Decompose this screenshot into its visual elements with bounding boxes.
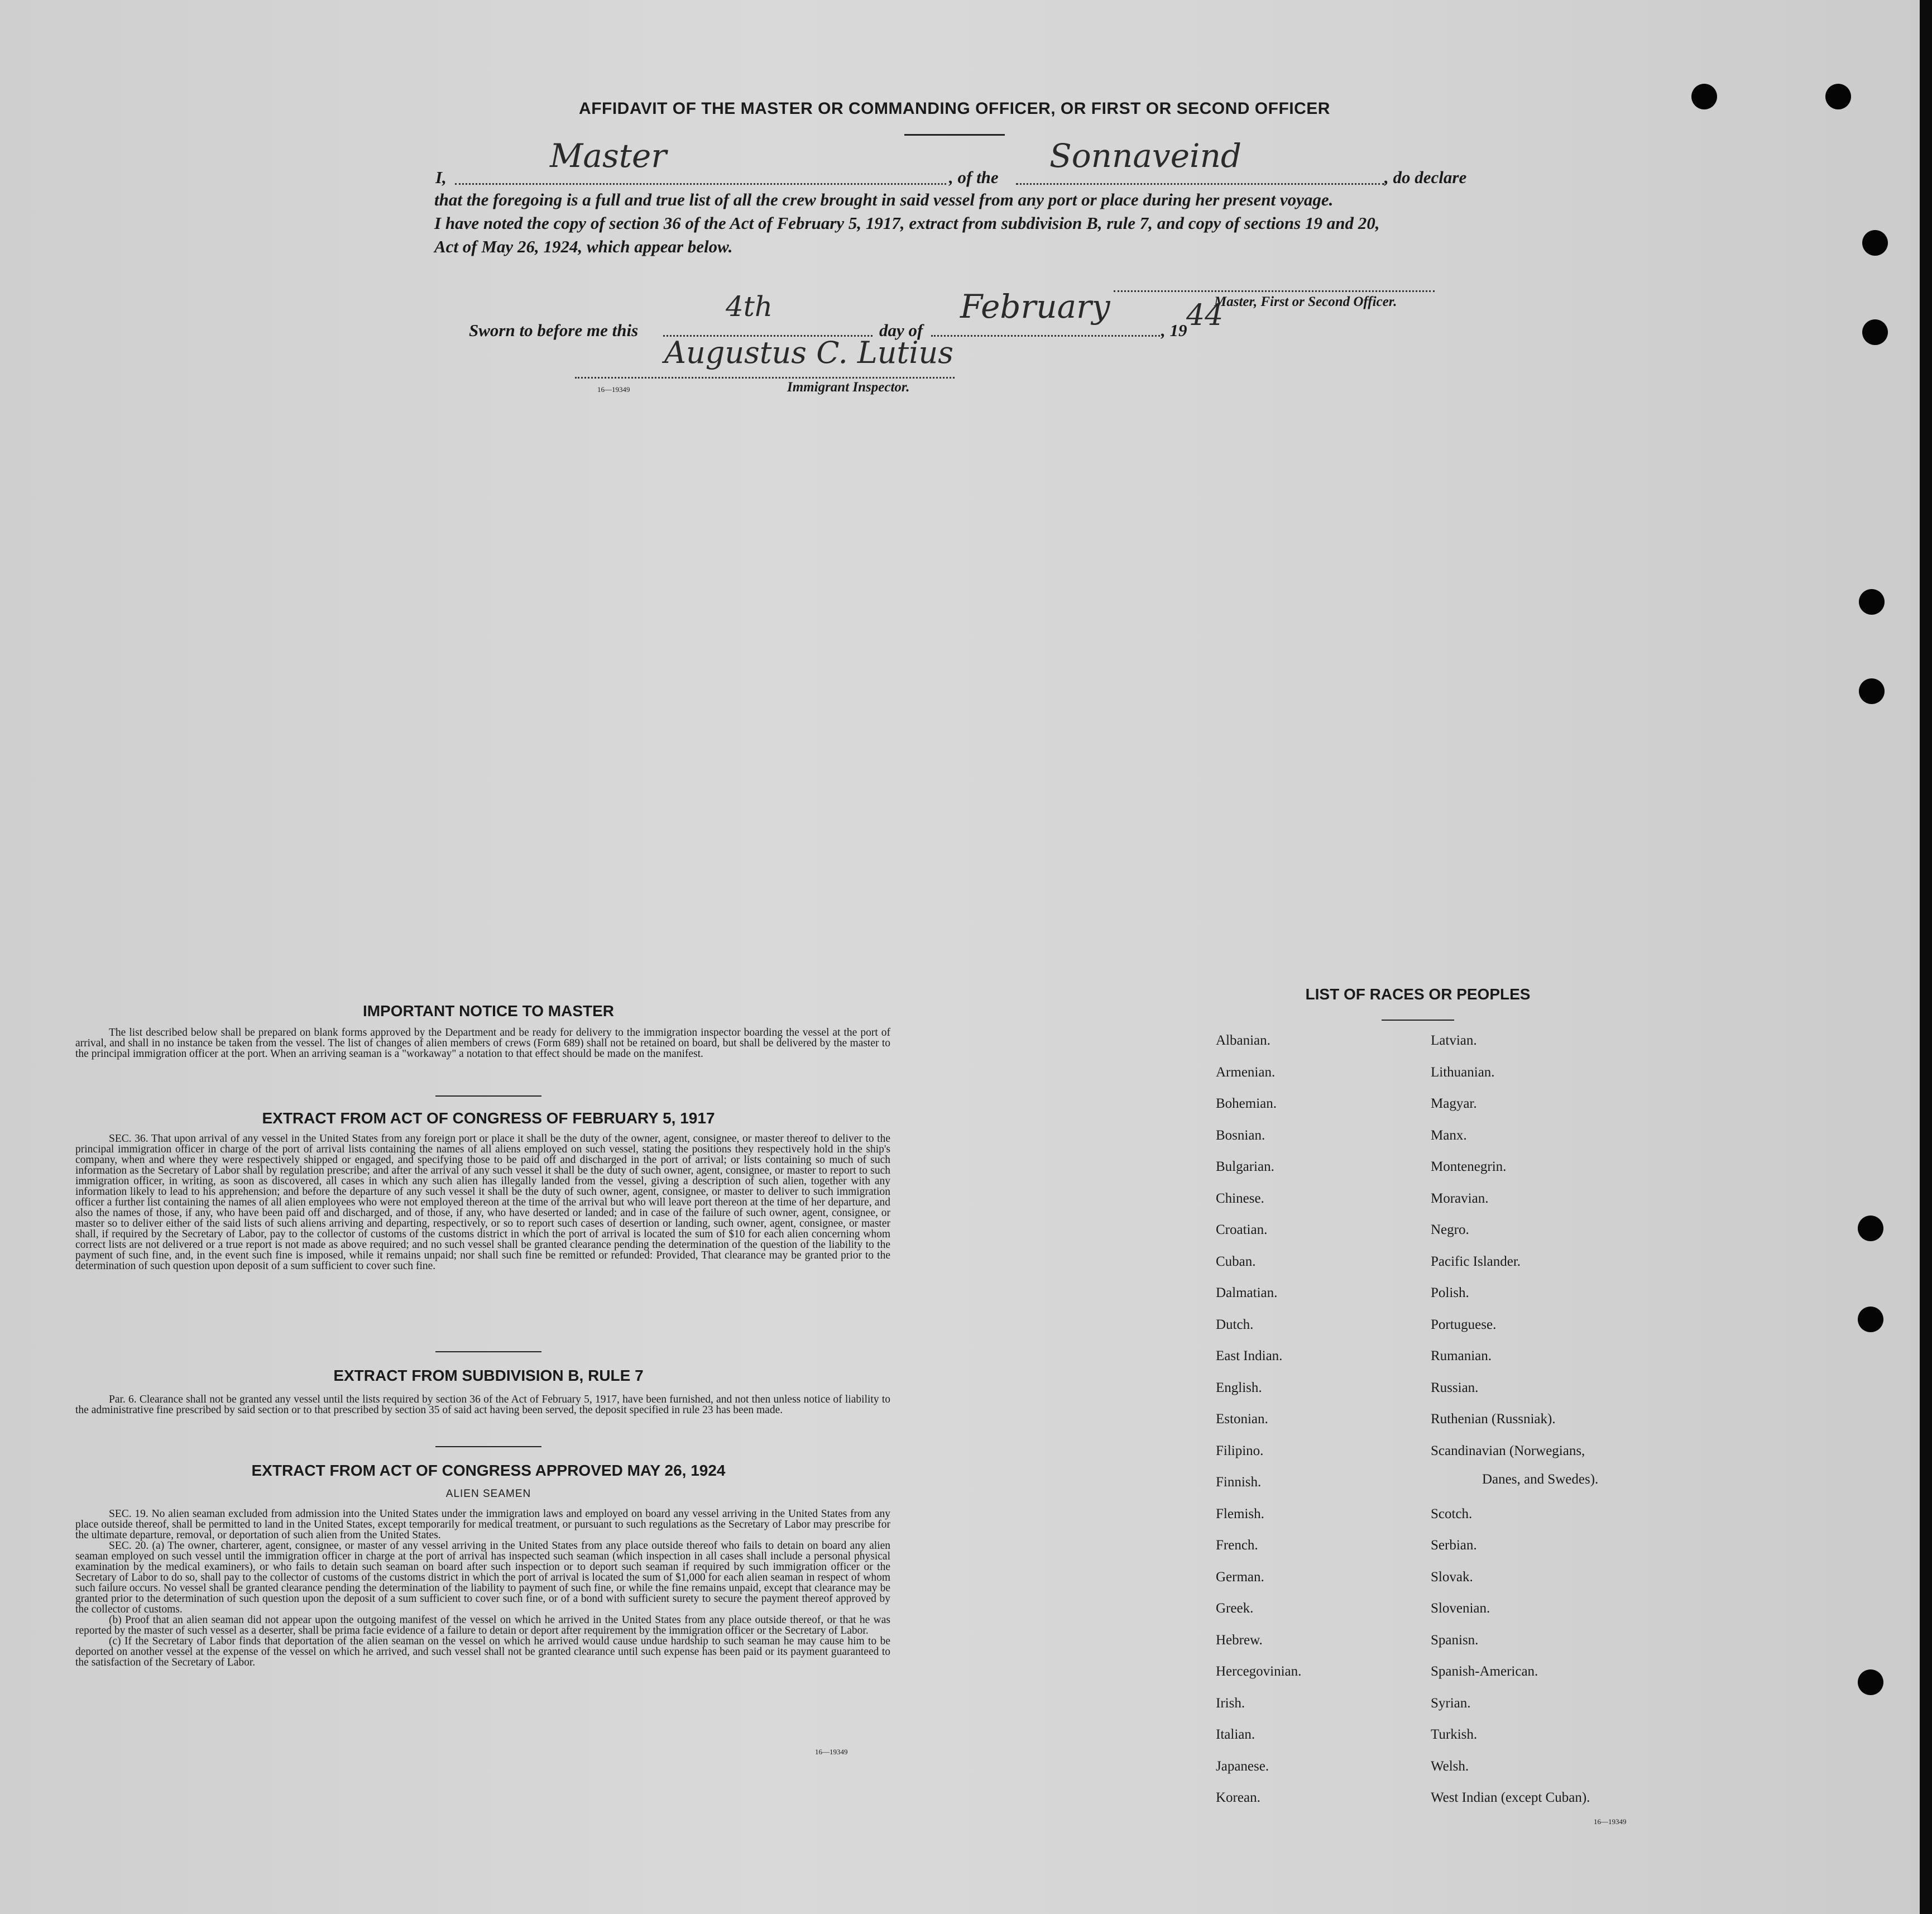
race-item: Japanese. [1216, 1758, 1269, 1774]
notice-text [75, 1027, 890, 1059]
race-item: Slovenian. [1431, 1601, 1490, 1616]
binder-hole [1825, 84, 1851, 109]
section-rule [435, 1351, 541, 1352]
race-item: Scotch. [1431, 1506, 1473, 1521]
race-item: Russian. [1431, 1380, 1479, 1395]
sec20a-paragraph: SEC. 20. (a) The owner, charterer, agent, consignee, or master of any vessel arriving in the United States from any place outside thereof who fails to detain on board any alien seaman employed on such vessel until the immigration officer in charge at the port of arrival has inspected such seaman (which inspection in all cases shall include a personal physical examination by the medical examiners), or who fails to detain such seaman on board after such inspection or to deport such seaman if required by such immigration officer or the Secretary of Labor to do so, shall pay to the collector of customs of the customs district in which the port of arrival is located the sum of $1,000 for each alien seaman in respect of whom such failure occurs. No vessel shall be granted clearance pending the determination of the liability to payment of such fine, or while the fine remains unpaid, except that clearance may be granted prior to the determination of such question upon the deposit of a sum sufficient to cover such fine, or of a bond with sufficient surety to secure the payment thereof approved by the collector of customs. [75, 1540, 890, 1615]
affidavit-body-2: I have noted the copy of section 36 of the Act of February 5, 1917, extract from subdivision B, rule 7, and copy of sections 19 and 20, [434, 213, 1380, 233]
race-item: Bohemian. [1216, 1096, 1277, 1111]
title-rule [904, 134, 1005, 136]
scan-edge [1920, 0, 1932, 1914]
rule7-title: EXTRACT FROM SUBDIVISION B, RULE 7 [333, 1367, 644, 1384]
master-handwritten: Master [550, 137, 667, 175]
race-item: Portuguese. [1431, 1317, 1497, 1332]
race-item: Serbian. [1431, 1538, 1477, 1553]
scandinavian-continuation: Danes, and Swedes). [1482, 1472, 1599, 1487]
sworn-label: Sworn to before me this [469, 320, 639, 340]
race-item: Negro. [1431, 1222, 1469, 1237]
extract-1917-text [75, 1133, 890, 1271]
extract-1917-title: EXTRACT FROM ACT OF CONGRESS OF FEBRUARY 5, 1917 [262, 1109, 715, 1127]
race-item: Croatian. [1216, 1222, 1268, 1237]
form-number: 16—19349 [815, 1748, 848, 1756]
officer-caption: Master, First or Second Officer. [1214, 294, 1397, 309]
affidavit-body-1: that the foregoing is a full and true list of all the crew brought in said vessel from any port or place during her present voyage. [434, 190, 1334, 209]
race-item: Dalmatian. [1216, 1285, 1278, 1300]
race-item: Chinese. [1216, 1190, 1264, 1206]
race-item: Spanisn. [1431, 1632, 1479, 1648]
extract-1924-title: EXTRACT FROM ACT OF CONGRESS APPROVED MAY 26, 1924 [251, 1462, 726, 1479]
race-item: Albanian. [1216, 1033, 1271, 1048]
binder-hole [1858, 1307, 1883, 1332]
inspector-caption: Immigrant Inspector. [787, 380, 910, 395]
rule7-paragraph: Par. 6. Clearance shall not be granted any vessel until the lists required by section 36 of the Act of February 5, 1917, have been furnished, and not then unless notice of liability to the administrative fine prescribed by said section or to that prescribed by section 35 of said act having been served, the deposit specified in rule 23 has been made. [75, 1394, 890, 1416]
race-item: East Indian. [1216, 1348, 1283, 1363]
race-item: Turkish. [1431, 1727, 1478, 1742]
rule7-text [75, 1394, 890, 1415]
race-item: Pacific Islander. [1431, 1253, 1521, 1269]
binder-hole [1859, 678, 1885, 704]
races-right-column [1431, 1033, 1590, 1822]
inspector-line [575, 377, 955, 379]
officer-signature-line [1114, 290, 1435, 292]
race-item: Montenegrin. [1431, 1159, 1507, 1174]
notice-paragraph: The list described below shall be prepared on blank forms approved by the Department and be ready for delivery to the immigration inspector boarding the vessel at the port of arrival, and shall in no instance be taken from the vessel. The list of changes of alien members of crews (Form 689) shall not be retained on board, but shall be delivered by the master to the principal immigration officer at the port. When an arriving seaman is a "workaway" a notation to that effect should be made on the manifest. [75, 1027, 890, 1060]
day-of-label: day of [879, 320, 923, 340]
extract-1924-text [75, 1509, 890, 1668]
race-item: Irish. [1216, 1695, 1245, 1711]
race-item: Ruthenian (Russniak). [1431, 1411, 1556, 1427]
binder-hole [1691, 84, 1717, 109]
race-item: Welsh. [1431, 1758, 1469, 1774]
affidavit-title: AFFIDAVIT OF THE MASTER OR COMMANDING OFFICER, OR FIRST OR SECOND OFFICER [579, 99, 1330, 118]
inspector-signature: Augustus C. Lutius [664, 335, 954, 370]
race-item: Hercegovinian. [1216, 1664, 1302, 1679]
race-item: Italian. [1216, 1727, 1255, 1742]
race-item: German. [1216, 1569, 1264, 1585]
i-label: I, [435, 168, 447, 187]
race-item: Moravian. [1431, 1190, 1489, 1206]
affidavit-body-3: Act of May 26, 1924, which appear below. [434, 237, 733, 256]
year-prefix: , 19 [1161, 320, 1187, 340]
binder-hole [1862, 319, 1888, 345]
race-item: French. [1216, 1538, 1258, 1553]
race-item: Scandinavian (Norwegians, [1431, 1443, 1585, 1458]
race-item: English. [1216, 1380, 1262, 1395]
race-item: Slovak. [1431, 1569, 1473, 1585]
race-item: Syrian. [1431, 1695, 1471, 1711]
race-item: Dutch. [1216, 1317, 1254, 1332]
race-item: Spanish-American. [1431, 1664, 1538, 1679]
race-item: Polish. [1431, 1285, 1469, 1300]
race-item: Greek. [1216, 1601, 1254, 1616]
race-item: West Indian (except Cuban). [1431, 1790, 1590, 1805]
day-handwritten: 4th [726, 290, 773, 323]
race-item: Bulgarian. [1216, 1159, 1274, 1174]
binder-hole [1858, 1216, 1883, 1241]
sec36-paragraph: SEC. 36. That upon arrival of any vessel in the United States from any foreign port or place it shall be the duty of the owner, agent, consignee, or master thereof to deliver to the principal immigration officer in charge of the port of arrival lists containing the names of all aliens employed on such vessel, stating the positions they respectively hold in the ship's company, when and where they were respectively shipped or engaged, and specifying those to be paid off and discharged in the port of arrival; or lists containing so much of such information as the Secretary of Labor shall by regulation prescribe; and after the arrival of any such vessel it shall be the duty of such owner, agent, consignee, or master to report to such immigration officer, in writing, as soon as discovered, all cases in which any such alien has illegally landed from the vessel, giving a description of such alien, together with any information likely to lead to his apprehension; and before the departure of any such vessel it shall be the duty of such owner, agent, consignee, or master to deliver to such immigration officer a further list containing the names of all alien employees who were not employed thereon at the time of the arrival but who will leave port thereon at the time of her departure, and also the names of those, if any, who have been paid off and discharged, and of those, if any, who have deserted or landed; and in case of the failure of such owner, agent, consignee, or master so to deliver either of the said lists of such aliens arriving and departing, respectively, or so to report such cases of desertion or landing, such owner, agent, consignee, or master shall, if required by the Secretary of Labor, pay to the collector of customs of the customs district in which the port of arrival is located the sum of $10 for each alien concerning whom correct lists are not delivered or a true report is not made as above required; and no such vessel shall be granted clearance pending the determination of the question of the liability to the payment of such fine, and, in the event such fine is imposed, while it remains unpaid; nor shall such fine be remitted or refunded: Provided, That clearance may be granted prior to the determination of such question upon deposit of a sum sufficient to cover such fine. [75, 1133, 890, 1272]
race-item: Cuban. [1216, 1253, 1256, 1269]
race-item: Manx. [1431, 1127, 1467, 1143]
name-line [455, 183, 946, 185]
race-item: Rumanian. [1431, 1348, 1492, 1363]
race-item: Filipino. [1216, 1443, 1264, 1458]
sec20c-paragraph: (c) If the Secretary of Labor finds that deportation of the alien seaman on the vessel on which he arrived would cause undue hardship to such seaman he may cause him to be deported on another vessel at the expense of the vessel on which he arrived, and such vessel shall not be granted clearance until such expense has been paid or its payment guaranteed to the satisfaction of the Secretary of Labor. [75, 1635, 890, 1668]
race-item: Hebrew. [1216, 1632, 1263, 1648]
vessel-handwritten: Sonnaveind [1049, 137, 1242, 175]
races-rule [1382, 1020, 1454, 1021]
form-number: 16—19349 [1594, 1817, 1627, 1826]
races-left-column [1216, 1033, 1301, 1822]
race-item: Korean. [1216, 1790, 1260, 1805]
notice-title: IMPORTANT NOTICE TO MASTER [362, 1002, 615, 1020]
race-item: Magyar. [1431, 1096, 1477, 1111]
year-handwritten: 44 [1186, 299, 1224, 332]
race-item: Flemish. [1216, 1506, 1264, 1521]
month-line [931, 335, 1160, 337]
section-rule [435, 1095, 541, 1097]
race-item: Finnish. [1216, 1475, 1262, 1490]
race-item: Estonian. [1216, 1411, 1268, 1427]
race-item: Lithuanian. [1431, 1064, 1495, 1080]
sec20b-paragraph: (b) Proof that an alien seaman did not appear upon the outgoing manifest of the vessel on which he arrived in the United States from any place outside thereof, or that he was reported by the master of such vessel as a deserter, shall be prima facie evidence of a failure to detain or deport after requirement by the immigration officer or the Secretary of Labor. [75, 1614, 890, 1637]
race-item: Latvian. [1431, 1033, 1477, 1048]
races-title: LIST OF RACES OR PEOPLES [1305, 985, 1531, 1003]
vessel-line [1016, 183, 1384, 185]
form-number: 16—19349 [597, 385, 630, 394]
section-rule [435, 1446, 541, 1447]
sec19-paragraph: SEC. 19. No alien seaman excluded from admission into the United States under the immigration laws and employed on board any vessel arriving in the United States from any place outside thereof, shall be permitted to land in the United States, except temporarily for medical treatment, or pursuant to such regulations as the Secretary of Labor may prescribe for the ultimate departure, removal, or deportation of such alien from the United States. [75, 1508, 890, 1541]
binder-hole [1862, 230, 1888, 256]
month-handwritten: February [960, 288, 1110, 326]
do-declare-label: , do declare [1384, 168, 1467, 187]
alien-seamen-subtitle: ALIEN SEAMEN [445, 1488, 531, 1500]
of-the-label: , of the [949, 168, 999, 187]
binder-hole [1858, 1669, 1883, 1695]
binder-hole [1859, 589, 1885, 615]
race-item: Armenian. [1216, 1064, 1276, 1080]
race-item: Bosnian. [1216, 1127, 1265, 1143]
